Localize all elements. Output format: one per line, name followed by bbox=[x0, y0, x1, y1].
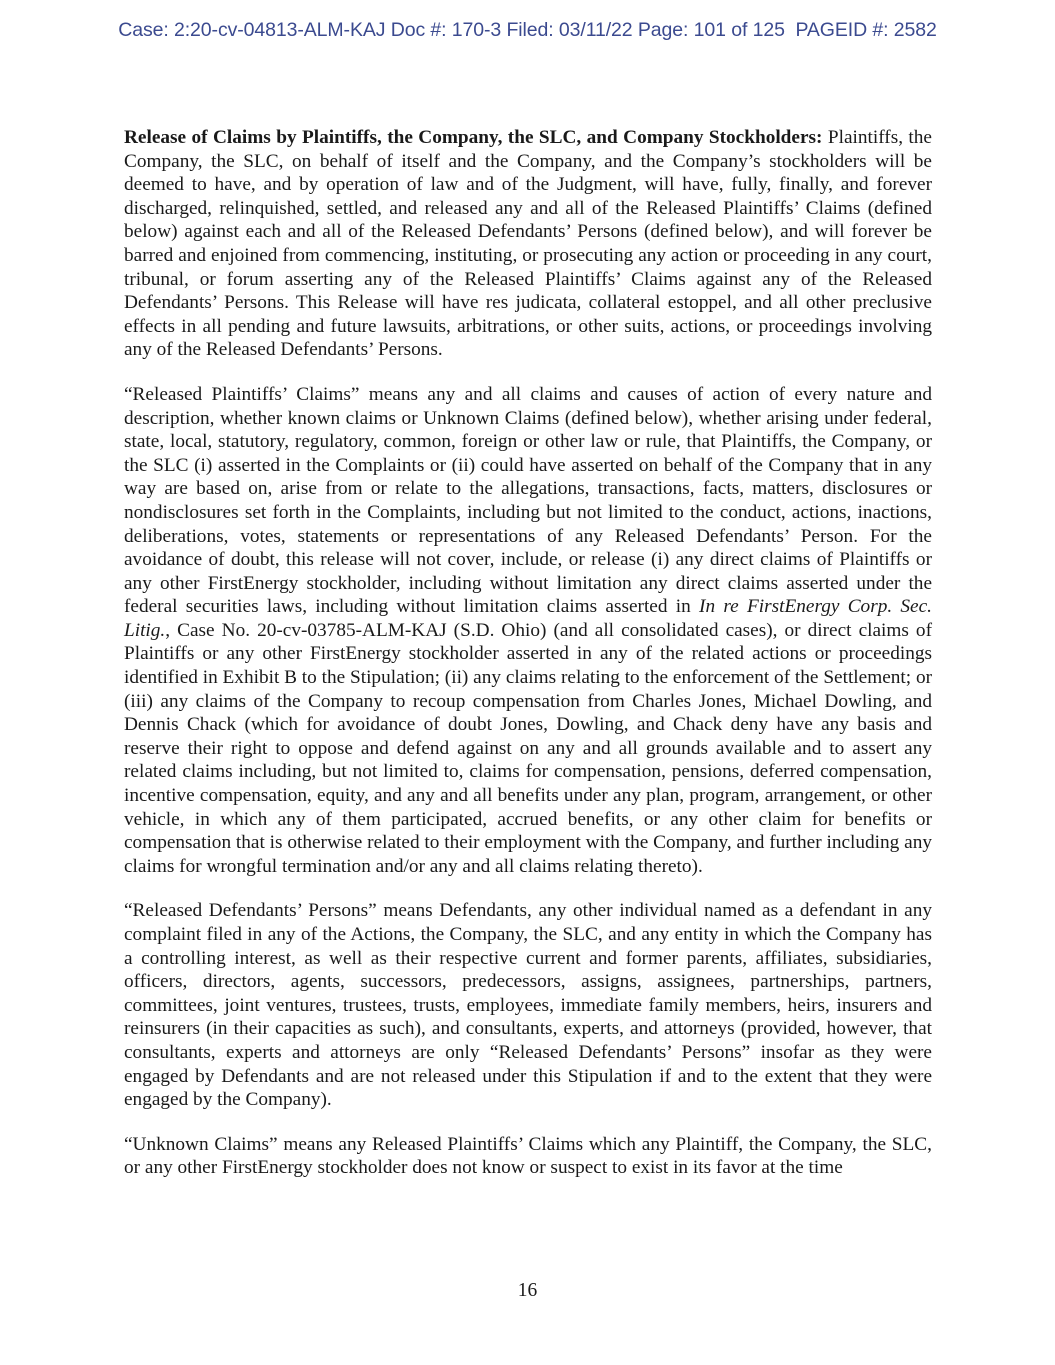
released-plaintiffs-claims-paragraph bbox=[124, 383, 932, 878]
released-plaintiffs-claims-text-part1: “Released Plaintiffs’ Claims” means any and all claims and causes of action of every nature and description, whether known claims or Unknown Claims (defined below), whether arising under federal, state, local, statutory, regulatory, common, foreign or other law or rule, that Plaintiffs, the Company, or the SLC (i) asserted in the Complaints or (ii) could have asserted on behalf of the Company that in any way are based on, arise from or relate to the allegations, transactions, facts, matters, disclosures or nondisclosures set forth in the Complaints, including but not limited to the conduct, actions, inactions, deliberations, votes, statements or representations of any Released Defendants’ Person. For the avoidance of doubt, this release will not cover, include, or release (i) any direct claims of Plaintiffs or any other FirstEnergy stockholder, including without limitation any direct claims asserted under the federal securities laws, including without limitation claims asserted in bbox=[124, 383, 932, 618]
release-of-claims-heading: Release of Claims by Plaintiffs, the Company, the SLC, and Company Stockholders: bbox=[124, 127, 823, 148]
case-header-stamp: Case: 2:20-cv-04813-ALM-KAJ Doc #: 170-3 Filed: 03/11/22 Page: 101 of 125 PAGEID #: 2582 bbox=[118, 19, 937, 41]
released-plaintiffs-claims-text-part2: , Case No. 20-cv-03785-ALM-KAJ (S.D. Ohio) (and all consolidated cases), or direct claims of Plaintiffs or any other FirstEnergy stockholder asserted in any of the related actions or proceedings identified in Exhibit B to the Stipulation; (ii) any claims relating to the enforcement of the Settlement; or (iii) any claims of the Company to recoup compensation from Charles Jones, Michael Dowling, and Dennis Chack (which for avoidance of doubt Jones, Dowling, and Chack deny have any basis and reserve their right to oppose and defend against on any and all grounds available and to assert any related claims including, but not limited to, claims for compensation, pensions, deferred compensation, incentive compensation, equity, and any and all benefits under any plan, program, arrangement, or other vehicle, in which any of them participated, accrued benefits, or any other claim for benefits or compensation that is otherwise related to their employment with the Company, and further including any claims for wrongful termination and/or any and all claims relating thereto). bbox=[124, 619, 933, 877]
case-citation-italic: In re FirstEnergy Corp. Sec. Litig. bbox=[124, 596, 932, 641]
page-number: 16 bbox=[517, 1280, 538, 1301]
release-of-claims-text: Plaintiffs, the Company, the SLC, on behalf of itself and the Company, and the Company’s stockholders will be deemed to have, and by operation of law and of the Judgment, will have, fully, finally, and forever discharged, relinquished, settled, and released any and all of the Released Plaintiffs’ Claims (defined below) against each and all of the Released Defendants’ Persons (defined below), and will forever be barred and enjoined from commencing, instituting, or prosecuting any action or proceeding in any court, tribunal, or forum asserting any of the Released Plaintiffs’ Claims against any of the Released Defendants’ Persons. This Release will have res judicata, collateral estoppel, and all other preclusive effects in all pending and future lawsuits, arbitrations, or other suits, actions, or proceedings involving any of the Released Defendants’ Persons. bbox=[124, 127, 932, 361]
released-defendants-persons-paragraph: “Released Defendants’ Persons” means Defendants, any other individual named as a defendant in any complaint filed in any of the Actions, the Company, the SLC, and any entity in which the Company has a controlling interest, as well as their respective current and former parents, affiliates, subsidiaries, officers, directors, agents, successors, predecessors, assigns, assignees, partnerships, partners, committees, joint ventures, trustees, trusts, employees, immediate family members, heirs, insurers and reinsurers (in their capacities as such), and consultants, experts, and attorneys (provided, however, that consultants, experts and attorneys are only “Released Defendants’ Persons” insofar as they were engaged by Defendants and are not released under this Stipulation if and to the extent that they were engaged by the Company). bbox=[124, 900, 932, 1111]
release-of-claims-paragraph bbox=[124, 126, 932, 362]
unknown-claims-paragraph: “Unknown Claims” means any Released Plaintiffs’ Claims which any Plaintiff, the Company, the SLC, or any other FirstEnergy stockholder does not know or suspect to exist in its favor at the time bbox=[124, 1133, 932, 1179]
document-body bbox=[124, 126, 932, 1201]
